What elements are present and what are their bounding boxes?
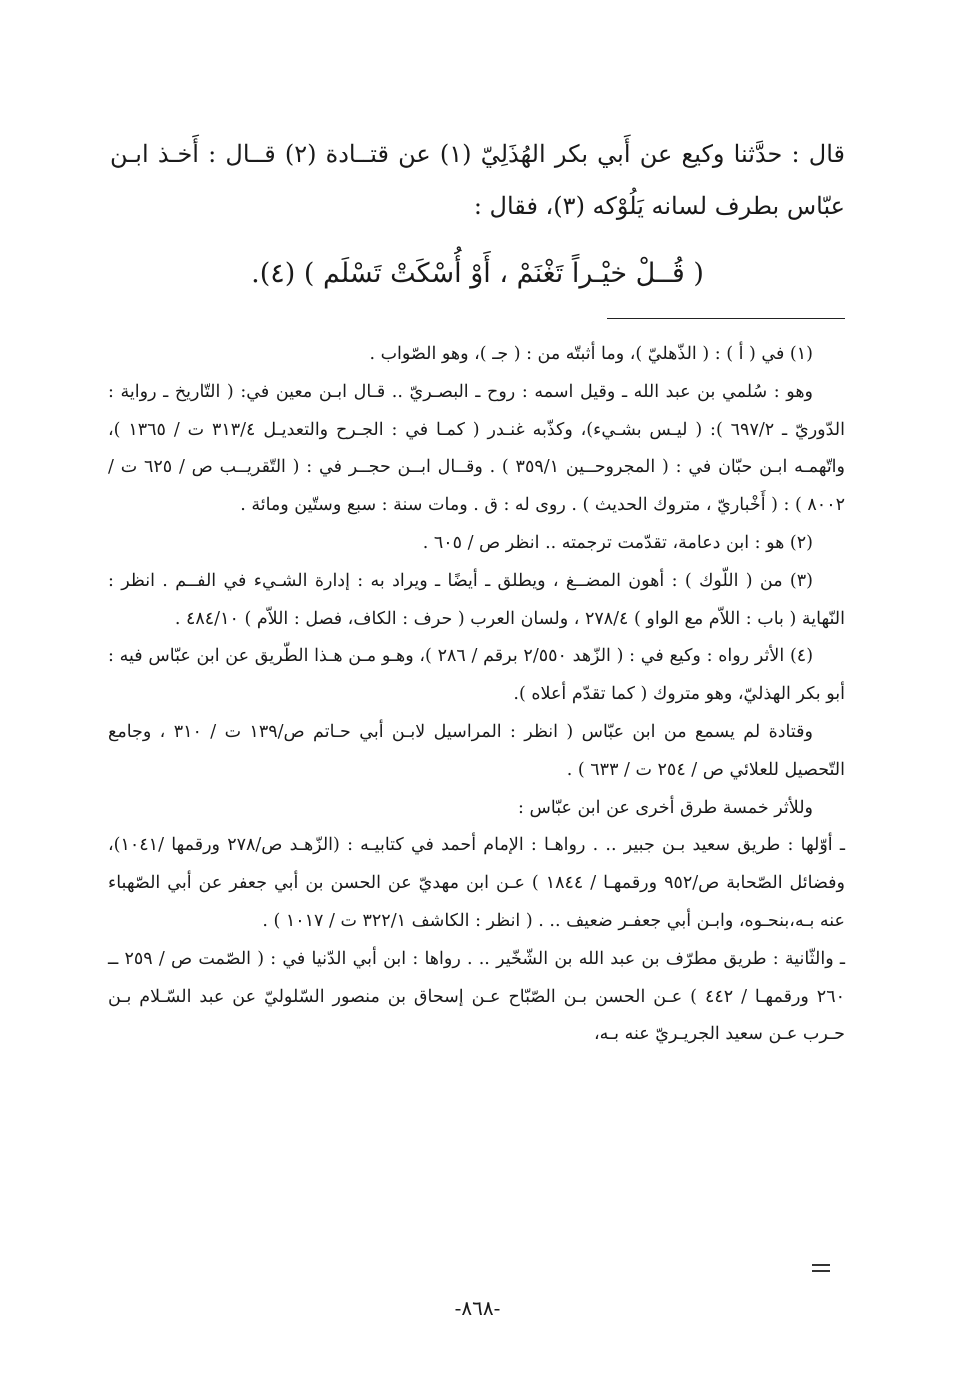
footnote-4-route-2: ـ والثّانية : طريق مطرّف بن عبد الله بن الشّخّير .. . رواها : ابن أبي الدّنيا في : ( الصّمت ص / ٢٥٩ ــ ٢٦٠ ورقمهـا / ٤٤٢ ) عـن الحسن بـن الصّبّاح عـن إسحاق بن منصور السّلوليّ عن عبد السّـلام بـن حـرب عـن سعيد الجريـريّ عنه بـه، [108,948,845,1045]
footnotes [108,336,845,1054]
footnote-1-continued: وهو : سُلمي بن عبد الله ـ وقيل اسمه : روح ـ البصـريّ .. قـال ابـن معين في: ( التّاريخ ـ رواية : الدّوريّ ـ ٦٩٧/٢ ): ( ليـس بشـيء)، وكذّبه غنـدر ( كمـا في : الجـرح والتعديـل ٣١٣/٤ ت / ١٣٦٥ )، واتّهمـه ابـن حبّان في : ( المجروحــين ٣٥٩/١ ) . وقــال ابــن حجــر في : ( التّقريــب ص / ٦٢٥ ت / ٨٠٠٢ ) : ( أَخْباريّ ، متروك الحديث ) . روى له : ق . ومات سنة : سبع وستّين ومائة . [108,381,846,516]
footnote-separator [607,318,845,319]
footnote-4-route-1: ـ أوّلها : طريق سعيد بـن جبير .. . رواهـا : الإمام أحمد في كتابيـه : (الزّهـد ص/٢٧٨ ورقمها /١٠٤١)، وفضائل الصّحابة ص/٩٥٢ ورقمهـا / ١٨٤٤ ) عـن ابن مهديّ عن الحسن بن أبي جعفر عن أبي الصّهباء عنه بـه،بنحـوه، وابـن أبي جعفـر ضعيف .. . ( انظر : الكاشف ٣٢٢/١ ت / ١٠١٧ ) . [108,835,845,931]
quoted-saying: ( قُــلْ خيْـراً تَغْنَمْ ، أَوْ أُسْكَتْ تَسْلَم ) (٤). [251,258,704,289]
footnote-2: (٢) هو : ابن دعامة، تقدّمت ترجمته .. انظر ص / ٦٠٥ . [422,532,813,553]
footnote-1: (١) في ( أ ) : ( الذّهليّ )، وما أثبتّه من : ( جـ )، وهو الصّواب . [369,344,813,364]
page-number: -٨٦٨- [454,1296,501,1320]
footnote-4-qatada: وقتادة لم يسمع من ابن عبّاس ( انظر : المراسيل لابـن أبي حـاتم ص/١٣٩ ت / ٣١٠ ، وجامع التّحصيل للعلائي ص / ٢٥٤ ت / ٦٣٣ ) . [108,721,845,780]
footnote-3: (٣) من ( اللّوك ) : أهون المضــغ ، ويطلق ـ أيضًا ـ ويراد به : إدارة الشـيء في الفــم . انظر : النّهاية ( باب : اللاّم مع الواو ) ٢٧٨/٤ ، ولسان العرب ( حرف : الكاف، فصل : اللاّم ) ٤٨٤/١٠ . [108,570,845,629]
main-paragraph: قال : حدَّثنا وكيع عن أَبي بكر الهُذَلِيّ (١) عن قتــادة (٢) قــال : أَخـذ ابـن عبّاس بطرف لسانه يَلُوْكه (٣)، فقال : [110,140,845,220]
footnote-4-routes: وللأثر خمسة طرق أخرى عن ابن عبّاس : [518,797,813,818]
footnote-4: (٤) الأثر رواه : وكيع في : ( الزّهد ٢/٥٥٠ برقم / ٢٨٦ )، وهـو مـن هـذا الطّريق عن ابن عبّاس فيه : أبو بكر الهذليّ، وهو متروك ( كما تقدّم أعلاه ). [108,646,845,705]
continuation-mark [812,1264,830,1272]
main-text [110,128,845,232]
